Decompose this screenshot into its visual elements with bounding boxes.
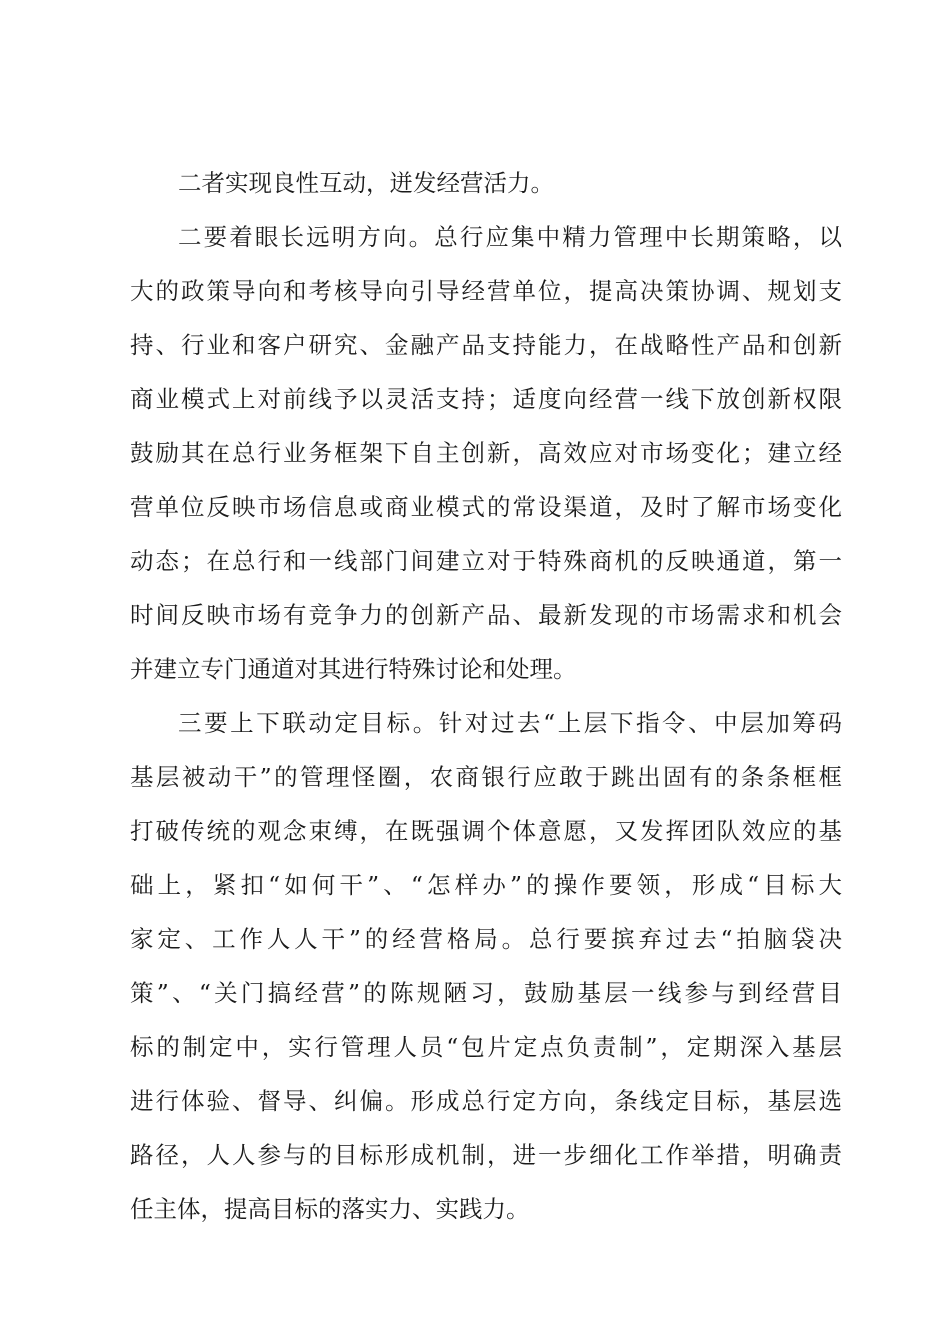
text-line: 三要上下联动定目标。针对过去“上层下指令、中层加筹码 [178,709,842,737]
text-line: 路径，人人参与的目标形成机制，进一步细化工作举措，明确责 [130,1141,842,1169]
text-line: 时间反映市场有竞争力的创新产品、最新发现的市场需求和机会 [130,601,842,629]
text-line: 础上，紧扣“如何干”、“怎样办”的操作要领，形成“目标大 [130,871,842,899]
text-line: 二要着眼长远明方向。总行应集中精力管理中长期策略，以 [178,223,842,251]
text-line: 二者实现良性互动，迸发经营活力。 [178,169,554,197]
paragraph-3 [130,696,842,1236]
text-line: 营单位反映市场信息或商业模式的常设渠道，及时了解市场变化 [130,493,842,521]
text-line: 动态；在总行和一线部门间建立对于特殊商机的反映通道，第一 [130,547,842,575]
text-line: 进行体验、督导、纠偏。形成总行定方向，条线定目标，基层选 [130,1087,842,1115]
paragraph-2 [130,210,842,696]
text-line: 鼓励其在总行业务框架下自主创新，高效应对市场变化；建立经 [130,439,842,467]
text-line: 打破传统的观念束缚，在既强调个体意愿，又发挥团队效应的基 [130,817,842,845]
text-line: 家定、工作人人干”的经营格局。总行要摈弃过去“拍脑袋决 [130,925,842,953]
text-line: 商业模式上对前线予以灵活支持；适度向经营一线下放创新权限 [130,385,842,413]
text-line: 持、行业和客户研究、金融产品支持能力，在战略性产品和创新 [130,331,842,359]
text-line: 并建立专门通道对其进行特殊讨论和处理。 [130,655,577,683]
text-line: 任主体，提高目标的落实力、实践力。 [130,1195,530,1223]
text-line: 基层被动干”的管理怪圈，农商银行应敢于跳出固有的条条框框 [130,763,842,791]
text-line: 大的政策导向和考核导向引导经营单位，提高决策协调、规划支 [130,277,842,305]
text-line: 标的制定中，实行管理人员“包片定点负责制”，定期深入基层 [130,1033,842,1061]
paragraph-1 [130,156,842,210]
text-line: 策”、“关门搞经营”的陈规陋习，鼓励基层一线参与到经营目 [130,979,842,1007]
document-body [130,156,842,1236]
